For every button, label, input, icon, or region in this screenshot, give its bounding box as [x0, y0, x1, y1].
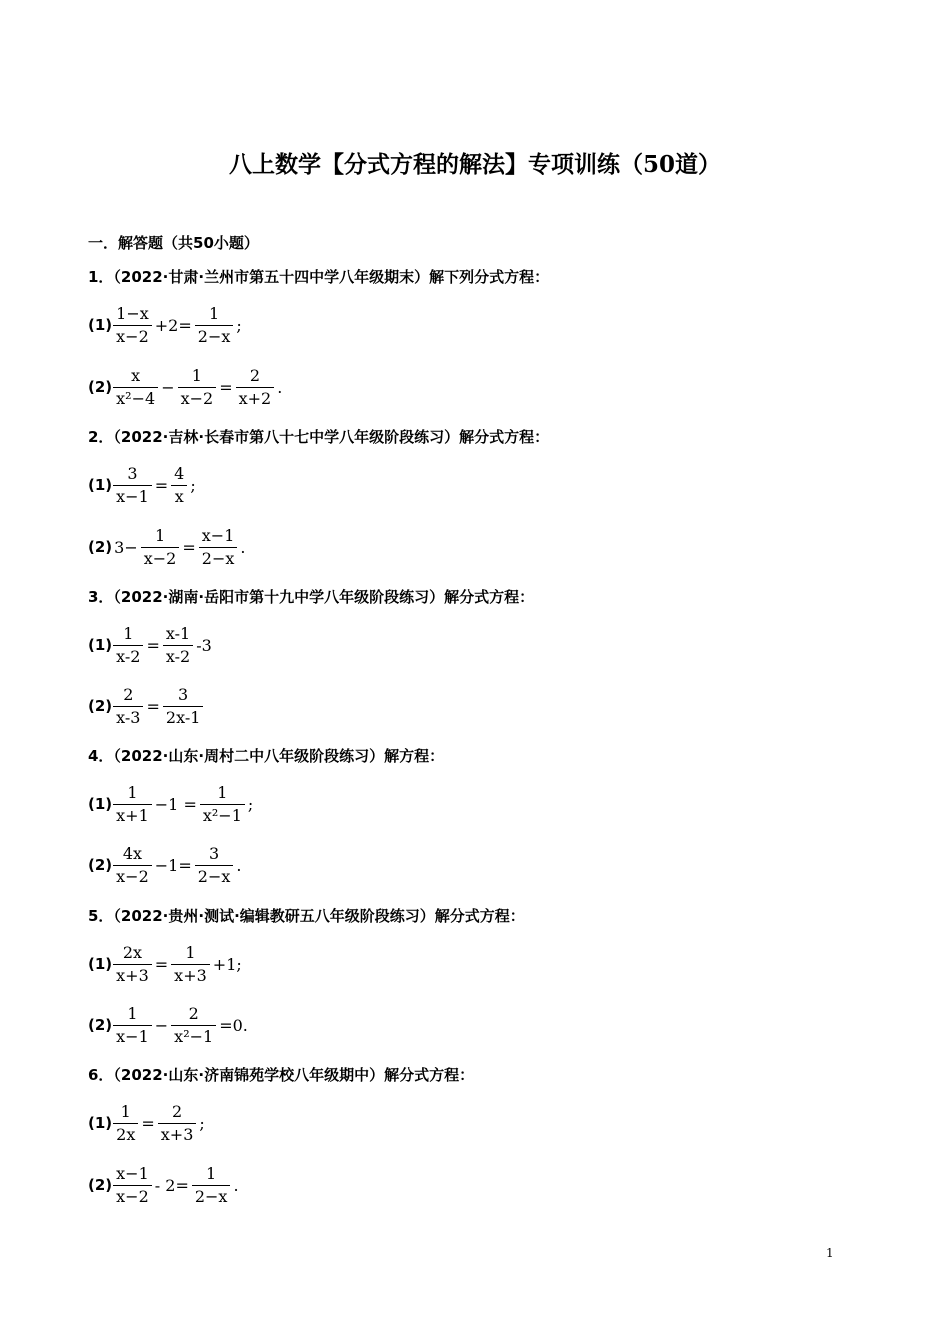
- numerator: 1: [120, 1101, 131, 1121]
- denominator: 2−x: [192, 1185, 231, 1207]
- equation: [112, 943, 244, 986]
- fraction: [192, 1164, 231, 1207]
- numerator: 3: [127, 463, 138, 483]
- numerator: 1: [154, 525, 166, 545]
- question-header: 1．（2022·甘肃·兰州市第五十四中学八年级期末）解下列分式方程：: [88, 268, 550, 286]
- fraction: [163, 685, 204, 728]
- equation: [112, 783, 255, 826]
- question-header: 2．（2022·吉林·长春市第八十七中学八年级阶段练习）解分式方程：: [88, 428, 550, 446]
- numerator: 1: [208, 303, 220, 323]
- equation-row: [88, 779, 255, 829]
- fraction: [158, 1102, 197, 1145]
- part-label: (2): [88, 856, 113, 874]
- equation-row: [88, 840, 243, 890]
- denominator: x+3: [113, 964, 152, 986]
- fraction: [113, 943, 152, 986]
- fraction: [113, 1102, 138, 1145]
- math-text: ;: [236, 315, 242, 335]
- fraction: [113, 304, 152, 347]
- question-header: 3．（2022·湖南·岳阳市第十九中学八年级阶段练习）解分式方程：: [88, 588, 535, 606]
- part-label: (2): [88, 378, 113, 396]
- denominator: x: [171, 485, 187, 507]
- denominator: x+1: [113, 804, 152, 826]
- fraction: [171, 1004, 216, 1047]
- fraction: [113, 624, 143, 667]
- numerator: 1: [217, 782, 228, 802]
- numerator: 2: [123, 684, 134, 704]
- denominator: x²−4: [113, 387, 158, 409]
- math-text: −: [154, 1015, 169, 1035]
- fraction: [195, 304, 234, 347]
- part-label: (1): [88, 636, 113, 654]
- fraction: [113, 366, 158, 409]
- fraction: [171, 943, 210, 986]
- page-number: 1: [826, 1246, 834, 1260]
- denominator: x−2: [141, 547, 180, 569]
- part-label: (1): [88, 1114, 113, 1132]
- math-text: =: [154, 475, 169, 495]
- equation: [112, 526, 247, 569]
- equation: [112, 366, 284, 409]
- equation-row: [88, 1160, 241, 1210]
- numerator: 2: [171, 1101, 183, 1121]
- equation-row: [88, 939, 244, 989]
- math-text: .: [236, 855, 242, 875]
- question-header: 5．（2022·贵州·测试·编辑教研五八年级阶段练习）解分式方程：: [88, 907, 525, 925]
- part-label: (1): [88, 955, 113, 973]
- fraction: [113, 464, 152, 507]
- part-label: (2): [88, 697, 113, 715]
- page-title: 八上数学【分式方程的解法】专项训练（50道）: [228, 151, 721, 178]
- math-text: =0.: [219, 1015, 248, 1035]
- math-text: +2=: [154, 315, 192, 335]
- denominator: 2−x: [195, 325, 234, 347]
- numerator: x: [131, 365, 141, 385]
- numerator: 1: [206, 1163, 217, 1183]
- equation-row: [88, 362, 284, 412]
- math-text: .: [240, 537, 246, 557]
- fraction: [171, 464, 187, 507]
- denominator: x+3: [171, 964, 210, 986]
- section-heading: 一．解答题（共50小题）: [88, 234, 259, 252]
- denominator: x−1: [113, 485, 152, 507]
- equation-row: [88, 300, 244, 350]
- part-label: (1): [88, 316, 113, 334]
- denominator: x−2: [113, 325, 152, 347]
- denominator: x−2: [113, 865, 152, 887]
- equation: [112, 304, 244, 347]
- denominator: x-3: [113, 706, 143, 728]
- equation: [112, 1004, 250, 1047]
- fraction: [200, 783, 245, 826]
- math-text: ;: [247, 794, 254, 814]
- part-label: (1): [88, 795, 113, 813]
- denominator: 2−x: [199, 547, 238, 569]
- denominator: x-2: [113, 645, 143, 667]
- numerator: 4x: [122, 843, 143, 863]
- equation-row: [88, 1000, 250, 1050]
- fraction: [163, 624, 193, 667]
- equation: [112, 685, 204, 728]
- numerator: x−1: [201, 525, 235, 545]
- denominator: x+3: [158, 1123, 197, 1145]
- math-text: .: [233, 1175, 239, 1195]
- part-label: (1): [88, 476, 113, 494]
- denominator: x²−1: [171, 1025, 216, 1047]
- denominator: 2x: [113, 1123, 138, 1145]
- numerator: 3: [178, 684, 189, 704]
- math-text: 3−: [114, 537, 138, 557]
- numerator: x-1: [165, 623, 191, 643]
- math-text: −1=: [154, 855, 192, 875]
- math-text: ;: [199, 1113, 205, 1133]
- equation-row: [88, 522, 247, 572]
- math-text: -3: [196, 635, 212, 655]
- numerator: x−1: [116, 1163, 149, 1183]
- math-text: .: [277, 377, 283, 397]
- denominator: 2x-1: [163, 706, 204, 728]
- part-label: (2): [88, 1016, 113, 1034]
- equation: [112, 1102, 207, 1145]
- denominator: x−2: [178, 387, 217, 409]
- equation-row: [88, 681, 204, 731]
- numerator: 1: [127, 1003, 138, 1023]
- math-text: −1 =: [154, 794, 197, 814]
- fraction: [113, 1164, 152, 1207]
- part-label: (2): [88, 1176, 113, 1194]
- fraction: [199, 526, 238, 569]
- numerator: 4: [174, 463, 185, 483]
- fraction: [113, 685, 143, 728]
- numerator: 1: [127, 782, 138, 802]
- numerator: 3: [208, 843, 220, 863]
- numerator: 1−x: [116, 303, 149, 323]
- math-text: =: [146, 635, 160, 655]
- numerator: 1: [191, 365, 202, 385]
- question-header: 4．（2022·山东·周村二中八年级阶段练习）解方程：: [88, 747, 445, 765]
- part-label: (2): [88, 538, 113, 556]
- denominator: x-2: [163, 645, 193, 667]
- numerator: 2: [188, 1003, 199, 1023]
- fraction: [141, 526, 180, 569]
- numerator: 2x: [122, 942, 143, 962]
- numerator: 2: [249, 365, 260, 385]
- equation: [112, 464, 198, 507]
- equation: [112, 844, 243, 887]
- math-text: =: [182, 537, 196, 557]
- denominator: x+2: [236, 387, 275, 409]
- fraction: [113, 1004, 152, 1047]
- fraction: [178, 366, 217, 409]
- math-text: =: [141, 1113, 155, 1133]
- math-text: =: [154, 954, 169, 974]
- math-text: ;: [190, 475, 196, 495]
- equation-row: [88, 620, 214, 670]
- question-header: 6．（2022·山东·济南锦苑学校八年级期中）解分式方程：: [88, 1066, 475, 1084]
- fraction: [195, 844, 234, 887]
- fraction: [236, 366, 275, 409]
- fraction: [113, 783, 152, 826]
- equation-row: [88, 460, 198, 510]
- math-text: −: [161, 377, 175, 397]
- math-text: +1;: [212, 954, 242, 974]
- denominator: 2−x: [195, 865, 234, 887]
- equation-row: [88, 1098, 207, 1148]
- equation: [112, 1164, 240, 1207]
- denominator: x−1: [113, 1025, 152, 1047]
- numerator: 1: [185, 942, 196, 962]
- equation: [112, 624, 214, 667]
- fraction: [113, 844, 152, 887]
- math-text: =: [146, 696, 160, 716]
- denominator: x−2: [113, 1185, 152, 1207]
- math-text: - 2=: [154, 1175, 189, 1195]
- math-text: =: [219, 377, 233, 397]
- denominator: x²−1: [200, 804, 245, 826]
- numerator: 1: [123, 623, 134, 643]
